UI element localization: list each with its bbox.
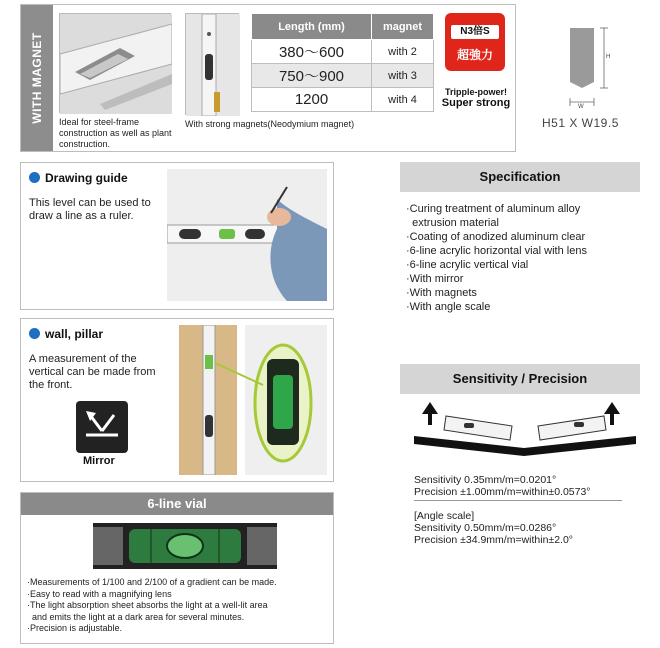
sensitivity-block xyxy=(414,474,622,498)
wall-pillar-title: wall, pillar xyxy=(45,327,104,341)
length-header: Length (mm) xyxy=(252,14,372,40)
list-item: ·Coating of anodized aluminum clear xyxy=(406,231,586,243)
length-cell: 1200 xyxy=(252,88,372,112)
profile-drawing xyxy=(560,22,620,112)
magnet-section xyxy=(20,4,516,152)
list-item: ·6-line acrylic vertical vial xyxy=(406,259,529,271)
wall-pillar-text: A measurement of the vertical can be made from the front. xyxy=(29,353,156,391)
list-item: ·The light absorption sheet absorbs the light at a well-lit area xyxy=(27,600,268,610)
drawing-guide-photo xyxy=(167,169,327,301)
angle-precision-line: Precision ±34.9mm/m=within±2.0° xyxy=(414,534,573,546)
list-item: ·With angle scale xyxy=(406,301,491,313)
blue-dot-icon xyxy=(29,172,40,183)
glowing-vial-illustration xyxy=(93,523,277,569)
blue-dot-icon xyxy=(29,328,40,339)
table-row xyxy=(252,64,434,88)
mirror-label: Mirror xyxy=(83,455,115,467)
length-cell: 750〜900 xyxy=(252,64,372,88)
list-item: ·6-line acrylic horizontal vial with lens xyxy=(406,245,587,257)
magnet-cell: with 3 xyxy=(372,64,434,88)
steel-frame-caption: Ideal for steel-frame construction as well as plant construction. xyxy=(59,117,172,149)
wall-pillar-heading xyxy=(29,327,103,341)
level-closeup-illustration xyxy=(60,14,172,114)
list-item: extrusion material xyxy=(406,217,499,229)
tilt-diagram xyxy=(414,398,636,466)
wall-pillar-section xyxy=(20,318,334,482)
list-item: ·With mirror xyxy=(406,273,464,285)
six-line-vial-section xyxy=(20,492,334,644)
profile-dimension: H51 X W19.5 xyxy=(542,116,619,130)
table-row xyxy=(252,88,434,112)
angle-scale-title: [Angle scale] xyxy=(414,510,475,522)
tilt-levels-illustration xyxy=(414,398,636,466)
profile-h-label: H xyxy=(606,54,611,60)
mirror-symbol xyxy=(76,401,128,453)
sensitivity-title: Sensitivity / Precision xyxy=(400,364,640,394)
steel-frame-photo xyxy=(59,13,171,113)
profile-cross-section-icon xyxy=(560,22,620,112)
angle-scale-block xyxy=(414,510,622,546)
magnet-side-label xyxy=(21,5,53,151)
neodymium-caption: With strong magnets(Neodymium magnet) xyxy=(185,119,355,129)
length-magnet-table xyxy=(251,13,434,112)
list-item: ·Curing treatment of aluminum alloy xyxy=(406,203,581,215)
angle-sensitivity-line: Sensitivity 0.50mm/m=0.0286° xyxy=(414,522,557,534)
magnet-side-text: WITH MAGNET xyxy=(30,32,44,124)
mirror-icon xyxy=(76,401,128,453)
vial-photo xyxy=(93,523,277,569)
wall-pillar-photo xyxy=(179,325,327,475)
drawing-guide-text: This level can be used to draw a line as a ruler. xyxy=(29,197,151,222)
pillar-level-illustration xyxy=(179,325,327,475)
magnet-cell: with 2 xyxy=(372,40,434,64)
specification-list xyxy=(406,202,646,314)
list-item: ·Easy to read with a magnifying lens xyxy=(27,588,172,599)
list-item: ·Measurements of 1/100 and 2/100 of a gradient can be made. xyxy=(27,577,277,587)
magnet-header: magnet xyxy=(372,14,434,40)
list-item: and emits the light at a dark area for several minutes. xyxy=(27,611,245,622)
badge-subtitle-strong: Super strong xyxy=(441,97,511,109)
table-row xyxy=(252,40,434,64)
specification-title: Specification xyxy=(400,162,640,192)
precision-line: Precision ±1.00mm/m=within±0.0573° xyxy=(414,486,591,498)
badge-top-text: N3倍S xyxy=(451,25,499,39)
drawing-guide-title: Drawing guide xyxy=(45,171,128,185)
badge-subtitle: Tripple-power! xyxy=(444,87,507,97)
sensitivity-line: Sensitivity 0.35mm/m=0.0201° xyxy=(414,474,557,486)
triple-power-badge xyxy=(445,13,505,71)
list-item: ·With magnets xyxy=(406,287,477,299)
badge-bottom-text: 超強力 xyxy=(456,48,493,62)
drawing-guide-heading xyxy=(29,171,128,185)
drawing-guide-section xyxy=(20,162,334,310)
level-ruler-illustration xyxy=(167,169,327,301)
magnet-cell: with 4 xyxy=(372,88,434,112)
divider xyxy=(414,500,622,501)
length-cell: 380〜600 xyxy=(252,40,372,64)
profile-w-label: W xyxy=(578,104,584,110)
magnet-photo xyxy=(185,13,239,115)
level-magnet-illustration xyxy=(186,14,240,116)
list-item: ·Precision is adjustable. xyxy=(27,623,123,633)
vial-feature-list xyxy=(27,577,329,635)
six-line-vial-title: 6-line vial xyxy=(21,493,333,515)
